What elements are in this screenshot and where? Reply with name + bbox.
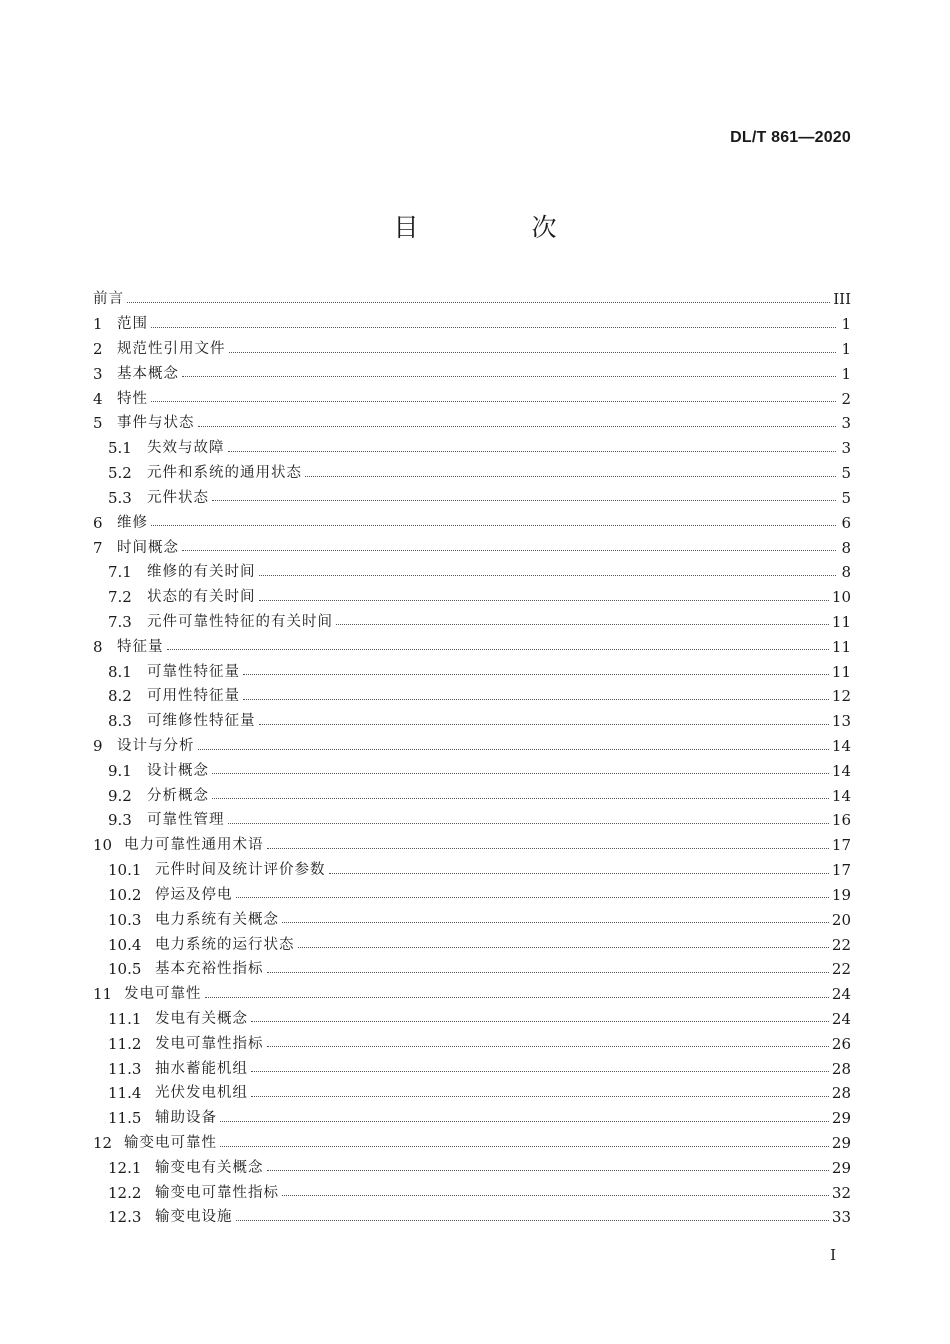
toc-entry-label: 设计概念 (147, 762, 209, 779)
toc-entry-number: 2 (93, 340, 103, 359)
dot-leader (243, 662, 829, 675)
toc-entry-label: 事件与状态 (117, 415, 195, 432)
dot-leader (259, 588, 829, 601)
toc-entry[interactable] (93, 1131, 851, 1156)
toc-entry[interactable] (93, 833, 851, 858)
toc-entry-label: 发电有关概念 (155, 1010, 248, 1027)
toc-entry[interactable] (93, 535, 851, 560)
dot-leader (127, 290, 830, 303)
dot-leader (298, 935, 829, 948)
toc-entry-label: 辅助设备 (155, 1110, 217, 1127)
toc-entry-label: 输变电有关概念 (155, 1159, 264, 1176)
dot-leader (251, 1009, 829, 1022)
toc-entry-label: 发电可靠性指标 (155, 1035, 264, 1052)
dot-leader (329, 861, 829, 874)
toc-entry-label: 电力系统的运行状态 (155, 936, 295, 953)
toc-entry[interactable] (93, 461, 851, 486)
toc-entry-page: 29 (831, 1158, 851, 1177)
toc-entry[interactable] (93, 684, 851, 709)
dot-leader (336, 612, 829, 625)
toc-entry[interactable] (93, 957, 851, 982)
dot-leader (205, 985, 829, 998)
toc-entry-page: 1 (841, 315, 851, 334)
toc-entry-number: 8.3 (108, 712, 132, 731)
toc-entry-page: 13 (831, 712, 851, 731)
toc-entry-page: 29 (831, 1134, 851, 1153)
toc-entry-number: 12 (93, 1134, 113, 1153)
toc-entry-label: 电力系统有关概念 (155, 911, 279, 928)
toc-entry-number: 4 (93, 389, 103, 408)
toc-entry[interactable] (93, 808, 851, 833)
toc-entry-label: 元件状态 (147, 489, 209, 506)
toc-entry-page: 32 (831, 1183, 851, 1202)
toc-entry-page: 33 (831, 1208, 851, 1227)
toc-entry-number: 11.2 (108, 1034, 142, 1053)
toc-entry-label: 分析概念 (147, 787, 209, 804)
toc-entry-number: 8 (93, 637, 103, 656)
toc-entry[interactable] (93, 1155, 851, 1180)
toc-entry[interactable] (93, 411, 851, 436)
toc-entry-number: 10.5 (108, 960, 142, 979)
toc-entry-label: 特性 (117, 390, 148, 407)
toc-entry[interactable] (93, 858, 851, 883)
toc-entry-number: 9.1 (108, 761, 132, 780)
dot-leader (282, 1183, 829, 1196)
toc-entry[interactable] (93, 486, 851, 511)
toc-entry[interactable] (93, 634, 851, 659)
toc-entry-page: 5 (841, 464, 851, 483)
toc-entry-page: 6 (841, 513, 851, 532)
toc-entry-page: 5 (841, 488, 851, 507)
toc-entry-page: 22 (831, 960, 851, 979)
toc-entry-page: 11 (831, 612, 851, 631)
toc-entry[interactable] (93, 1056, 851, 1081)
toc-entry[interactable] (93, 659, 851, 684)
toc-entry-number: 5.3 (108, 488, 132, 507)
toc-entry-page: 24 (831, 985, 851, 1004)
toc-entry-number: 5 (93, 414, 103, 433)
dot-leader (167, 637, 829, 650)
dot-leader (198, 737, 829, 750)
dot-leader (236, 1208, 829, 1221)
toc-entry-label: 失效与故障 (147, 440, 225, 457)
toc-entry-number: 7.3 (108, 612, 132, 631)
toc-entry-label: 规范性引用文件 (117, 341, 226, 358)
toc-entry-page: 17 (831, 861, 851, 880)
dot-leader (267, 1158, 829, 1171)
toc-entry-page: 14 (831, 786, 851, 805)
toc-entry-page: 12 (831, 687, 851, 706)
toc-entry[interactable] (93, 734, 851, 759)
page-number: I (830, 1246, 836, 1264)
table-of-contents (93, 287, 851, 1230)
toc-entry-label: 元件和系统的通用状态 (147, 465, 302, 482)
dot-leader (151, 389, 836, 402)
toc-entry-page: 28 (831, 1059, 851, 1078)
toc-entry-number: 3 (93, 364, 103, 383)
toc-entry-number: 9.2 (108, 786, 132, 805)
dot-leader (220, 1134, 829, 1147)
toc-entry-number: 11 (93, 985, 113, 1004)
dot-leader (182, 538, 836, 551)
toc-entry-page: 19 (831, 885, 851, 904)
toc-entry[interactable] (93, 982, 851, 1007)
toc-entry-page: 3 (841, 439, 851, 458)
dot-leader (243, 687, 829, 700)
toc-entry-page: 14 (831, 737, 851, 756)
toc-entry-label: 发电可靠性 (124, 986, 202, 1003)
dot-leader (236, 885, 829, 898)
toc-entry-label: 范围 (117, 316, 148, 333)
dot-leader (151, 513, 836, 526)
page-title: 目 次 (393, 213, 601, 242)
toc-entry-number: 5.2 (108, 464, 132, 483)
toc-entry-page: 24 (831, 1009, 851, 1028)
toc-entry-label: 元件时间及统计评价参数 (155, 862, 326, 879)
toc-entry[interactable] (93, 907, 851, 932)
dot-leader (267, 1034, 829, 1047)
toc-entry-label: 可维修性特征量 (147, 713, 256, 730)
toc-entry-number: 10.4 (108, 935, 142, 954)
toc-entry[interactable] (93, 783, 851, 808)
toc-entry-page: 20 (831, 910, 851, 929)
toc-entry[interactable] (93, 709, 851, 734)
toc-entry-page: 14 (831, 761, 851, 780)
toc-entry-number: 10 (93, 836, 113, 855)
dot-leader (198, 414, 837, 427)
toc-entry[interactable] (93, 585, 851, 610)
toc-entry-page: 8 (841, 538, 851, 557)
toc-entry-label: 基本概念 (117, 365, 179, 382)
toc-entry[interactable] (93, 510, 851, 535)
toc-entry-number: 12.1 (108, 1158, 142, 1177)
toc-entry-number: 9 (93, 737, 103, 756)
toc-entry-label: 维修 (117, 514, 148, 531)
toc-entry-page: 26 (831, 1034, 851, 1053)
toc-entry[interactable] (93, 1205, 851, 1230)
toc-entry[interactable] (93, 1031, 851, 1056)
toc-entry-number: 6 (93, 513, 103, 532)
toc-entry-label: 可靠性管理 (147, 812, 225, 829)
toc-entry-label: 元件可靠性特征的有关时间 (147, 613, 333, 630)
toc-entry-label: 特征量 (117, 638, 164, 655)
toc-entry[interactable] (93, 287, 851, 312)
toc-entry-page: 17 (831, 836, 851, 855)
toc-entry[interactable] (93, 1007, 851, 1032)
toc-entry-label: 可靠性特征量 (147, 663, 240, 680)
toc-entry-label: 设计与分析 (117, 738, 195, 755)
dot-leader (151, 315, 836, 328)
toc-entry-label: 可用性特征量 (147, 688, 240, 705)
toc-entry[interactable] (93, 312, 851, 337)
toc-entry-page: 8 (841, 563, 851, 582)
toc-entry-number: 1 (93, 315, 103, 334)
toc-entry[interactable] (93, 361, 851, 386)
dot-leader (282, 910, 829, 923)
toc-entry-label: 输变电设施 (155, 1209, 233, 1226)
toc-entry-page: 11 (831, 662, 851, 681)
toc-entry-page: 1 (841, 340, 851, 359)
toc-entry[interactable] (93, 1106, 851, 1131)
toc-entry-label: 基本充裕性指标 (155, 961, 264, 978)
toc-entry-page: 16 (831, 811, 851, 830)
toc-entry-number: 11.3 (108, 1059, 142, 1078)
dot-leader (251, 1084, 829, 1097)
dot-leader (212, 761, 829, 774)
toc-entry-number: 7 (93, 538, 103, 557)
toc-entry-number: 7.1 (108, 563, 132, 582)
toc-entry-number: 11.5 (108, 1109, 142, 1128)
toc-entry-number: 9.3 (108, 811, 132, 830)
toc-entry-page: 11 (831, 637, 851, 656)
toc-entry-page: 3 (841, 414, 851, 433)
toc-entry-number: 10.1 (108, 861, 142, 880)
toc-entry-page: 29 (831, 1109, 851, 1128)
toc-entry-page: 28 (831, 1084, 851, 1103)
toc-entry-number: 10.3 (108, 910, 142, 929)
toc-entry-label: 输变电可靠性指标 (155, 1184, 279, 1201)
toc-entry[interactable] (93, 758, 851, 783)
toc-entry-page: 1 (841, 364, 851, 383)
dot-leader (259, 563, 837, 576)
toc-entry[interactable] (93, 386, 851, 411)
toc-entry-label: 前言 (93, 291, 124, 308)
dot-leader (251, 1059, 829, 1072)
dot-leader (182, 364, 836, 377)
toc-entry-page: 22 (831, 935, 851, 954)
toc-entry-number: 12.2 (108, 1183, 142, 1202)
toc-entry-label: 时间概念 (117, 539, 179, 556)
dot-leader (267, 960, 829, 973)
toc-entry-number: 11.4 (108, 1084, 142, 1103)
toc-entry-number: 5.1 (108, 439, 132, 458)
toc-entry-number: 10.2 (108, 885, 142, 904)
toc-entry-label: 电力可靠性通用术语 (124, 837, 264, 854)
toc-entry-number: 7.2 (108, 588, 132, 607)
toc-entry-label: 输变电可靠性 (124, 1135, 217, 1152)
toc-entry[interactable] (93, 610, 851, 635)
toc-entry[interactable] (93, 932, 851, 957)
dot-leader (220, 1109, 829, 1122)
toc-entry[interactable] (93, 1081, 851, 1106)
toc-entry-label: 抽水蓄能机组 (155, 1060, 248, 1077)
toc-entry-number: 11.1 (108, 1009, 142, 1028)
toc-entry[interactable] (93, 1180, 851, 1205)
toc-entry-label: 状态的有关时间 (147, 589, 256, 606)
toc-entry-number: 12.3 (108, 1208, 142, 1227)
toc-entry[interactable] (93, 337, 851, 362)
dot-leader (228, 811, 829, 824)
dot-leader (228, 439, 837, 452)
toc-entry-number: 8.2 (108, 687, 132, 706)
toc-entry-label: 维修的有关时间 (147, 564, 256, 581)
toc-entry-page: 10 (831, 588, 851, 607)
dot-leader (259, 712, 829, 725)
toc-entry-label: 光伏发电机组 (155, 1085, 248, 1102)
toc-entry-label: 停运及停电 (155, 886, 233, 903)
toc-entry[interactable] (93, 560, 851, 585)
standard-code: DL/T 861—2020 (730, 129, 851, 146)
dot-leader (212, 786, 829, 799)
toc-entry-page: III (833, 290, 851, 309)
toc-entry-page: 2 (841, 389, 851, 408)
dot-leader (229, 340, 837, 353)
toc-entry[interactable] (93, 436, 851, 461)
dot-leader (305, 464, 836, 477)
toc-entry-number: 8.1 (108, 662, 132, 681)
dot-leader (212, 488, 836, 501)
toc-entry[interactable] (93, 883, 851, 908)
dot-leader (267, 836, 829, 849)
